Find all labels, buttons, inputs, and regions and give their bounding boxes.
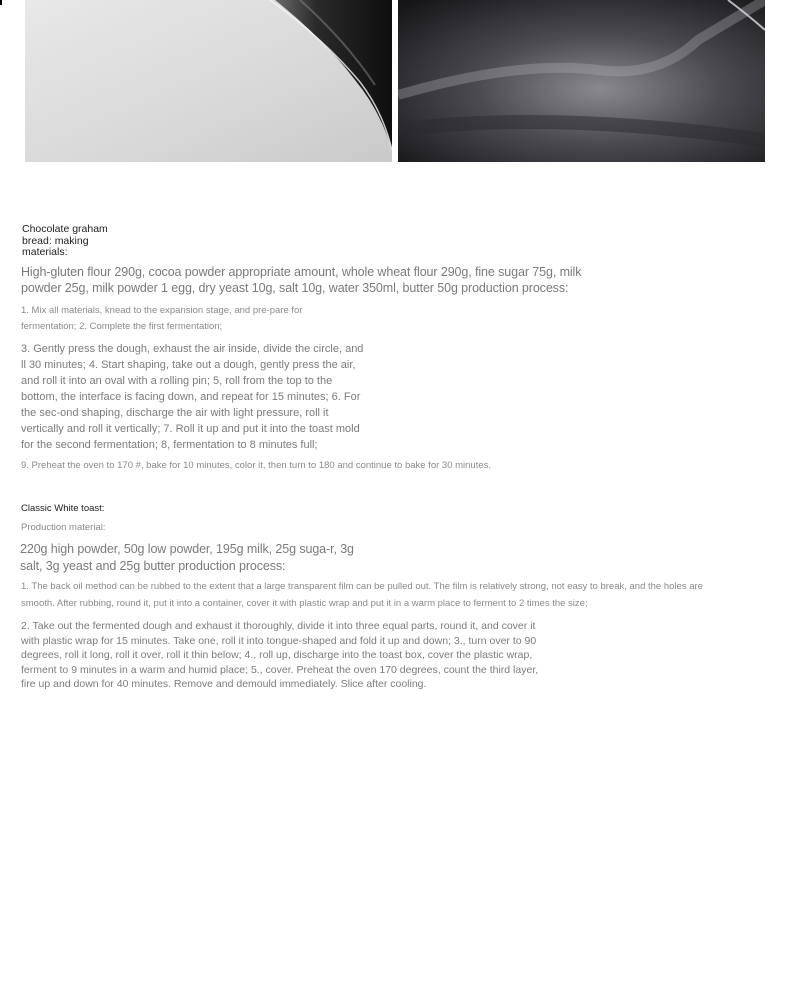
- chocolate-step-9: 9. Preheat the oven to 170 #, bake for 10 minutes, color it, then turn to 180 and continue to bake for 30 minutes.: [21, 460, 492, 471]
- black-pan-closeup-left: [25, 0, 392, 162]
- classic-materials: 220g high powder, 50g low powder, 195g milk, 25g suga-r, 3g salt, 3g yeast and 25g butter production process:: [20, 542, 354, 573]
- chocolate-materials: High-gluten flour 290g, cocoa powder appropriate amount, whole wheat flour 290g, fine sugar 75g, milk powder 25g, milk powder 1 egg, dry yeast 10g, salt 10g, water 350ml, butter 50g production process:: [21, 265, 582, 295]
- chocolate-step-3: 3. Gently press the dough, exhaust the air inside, divide the circle, and ll 30 minutes; 4. Start shaping, take out a dough, gently press the air, and roll it into an oval with a rolling pin; 5, roll from the top to the bottom, the interface is facing down, and repeat for 15 minutes; 6. For the sec-ond shaping, discharge the air with light pressure, roll it vertically and roll it vertically; 7. Roll it up and put it into the toast mold for the second fermentation; 8, fermentation to 8 minutes full;: [21, 343, 364, 451]
- black-pan-closeup-right: [398, 0, 765, 162]
- chocolate-title: Chocolate graham bread: making materials:: [22, 223, 108, 258]
- corner-mark: [0, 0, 2, 5]
- classic-subtitle: Production material:: [21, 522, 106, 533]
- chocolate-step-1: 1. Mix all materials, knead to the expansion stage, and pre-pare for fermentation; 2. Complete the first fermentation;: [21, 305, 303, 332]
- classic-step-2: 2. Take out the fermented dough and exhaust it thoroughly, divide it into three equal parts, round it, and cover it with plastic wrap for 15 minutes. Take one, roll it into tongue-shaped and fold it up and down; 3., turn over to 90 degrees, roll it long, roll it over, roll it thin below; 4., roll up, discharge into the toast box, cover the plastic wrap, ferment to 9 minutes in a warm and humid place; 5., cover. Preheat the oven 170 degrees, count the third layer, fire up and down for 40 minutes. Remove and demould immediately. Slice after cooling.: [21, 620, 539, 690]
- classic-step-1: 1. The back oil method can be rubbed to the extent that a large transparent film can be pulled out. The film is relatively strong, not easy to break, and the holes are smooth. After rubbing, round it, put it into a container, cover it with plastic wrap and put it in a warm place to ferment to 2 times the size;: [21, 581, 703, 609]
- classic-title: Classic White toast:: [21, 503, 105, 514]
